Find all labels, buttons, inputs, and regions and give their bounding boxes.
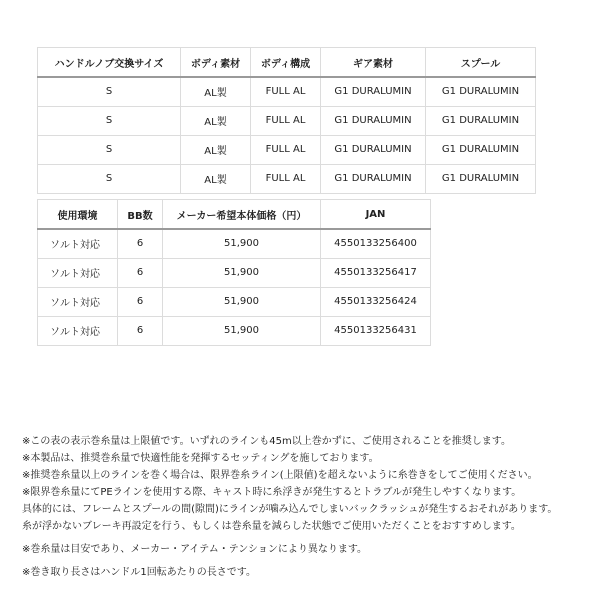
body-construction-cell: FULL AL bbox=[251, 135, 321, 164]
gear-material-cell: G1 DURALUMIN bbox=[321, 135, 426, 164]
price-header-row bbox=[38, 200, 431, 230]
note-line-recommended-setting: ※本製品は、推奨巻糸量で快適性能を発揮するセッティングを施しております。 bbox=[22, 453, 379, 464]
environment-cell: ソルト対応 bbox=[38, 229, 118, 258]
table-row bbox=[38, 229, 431, 258]
price-header-jan: JAN bbox=[321, 200, 431, 230]
note-line-over-capacity: ※推奨巻糸量以上のラインを巻く場合は、限界巻糸ライン(上限値)を超えないように糸巻きをしてご使用ください。 bbox=[22, 470, 538, 481]
table-row bbox=[38, 316, 431, 345]
note-line-backlash-detail: 具体的には、フレームとスプールの間(隙間)にラインが噛み込んでしまいバックラッシュが発生するおそれがあります。 bbox=[22, 504, 558, 515]
body-construction-cell: FULL AL bbox=[251, 106, 321, 135]
spec-header-knob-size: ハンドルノブ交換サイズ bbox=[38, 48, 181, 78]
price-header-bb-count: BB数 bbox=[118, 200, 163, 230]
bb-count-cell: 6 bbox=[118, 316, 163, 345]
note-line-upper-limit: ※この表の表示巻糸量は上限値です。いずれのラインも45m以上巻かずに、ご使用されることを推奨します。 bbox=[22, 436, 511, 447]
price-cell: 51,900 bbox=[163, 287, 321, 316]
table-row bbox=[38, 164, 536, 193]
jan-cell: 4550133256400 bbox=[321, 229, 431, 258]
price-table bbox=[37, 199, 431, 346]
body-construction-cell: FULL AL bbox=[251, 77, 321, 106]
table-row bbox=[38, 287, 431, 316]
body-material-cell: AL製 bbox=[181, 164, 251, 193]
price-header-price: メーカー希望本体価格（円） bbox=[163, 200, 321, 230]
spec-table bbox=[37, 47, 536, 194]
note-line-retrieve-length: ※巻き取り長さはハンドル1回転あたりの長さです。 bbox=[22, 567, 256, 578]
spec-header-body-construction: ボディ構成 bbox=[251, 48, 321, 78]
price-cell: 51,900 bbox=[163, 316, 321, 345]
table-row bbox=[38, 106, 536, 135]
gear-material-cell: G1 DURALUMIN bbox=[321, 106, 426, 135]
table-row bbox=[38, 258, 431, 287]
price-cell: 51,900 bbox=[163, 258, 321, 287]
table-row bbox=[38, 77, 536, 106]
bb-count-cell: 6 bbox=[118, 287, 163, 316]
spool-cell: G1 DURALUMIN bbox=[426, 77, 536, 106]
jan-cell: 4550133256424 bbox=[321, 287, 431, 316]
environment-cell: ソルト対応 bbox=[38, 287, 118, 316]
note-line-pe-line-warning: ※限界巻糸量にてPEラインを使用する際、キャスト時に糸浮きが発生するとトラブルが発生しやすくなります。 bbox=[22, 487, 522, 498]
spool-cell: G1 DURALUMIN bbox=[426, 106, 536, 135]
knob-size-cell: S bbox=[38, 164, 181, 193]
note-line-capacity-estimate: ※巻糸量は目安であり、メーカー・アイテム・テンションにより異なります。 bbox=[22, 544, 368, 555]
spool-cell: G1 DURALUMIN bbox=[426, 135, 536, 164]
environment-cell: ソルト対応 bbox=[38, 316, 118, 345]
price-header-environment: 使用環境 bbox=[38, 200, 118, 230]
table-row bbox=[38, 135, 536, 164]
knob-size-cell: S bbox=[38, 106, 181, 135]
body-material-cell: AL製 bbox=[181, 77, 251, 106]
gear-material-cell: G1 DURALUMIN bbox=[321, 164, 426, 193]
spec-header-body-material: ボディ素材 bbox=[181, 48, 251, 78]
knob-size-cell: S bbox=[38, 135, 181, 164]
gear-material-cell: G1 DURALUMIN bbox=[321, 77, 426, 106]
note-line-brake-advice: 糸が浮かないブレーキ再設定を行う、もしくは巻糸量を減らした状態でご使用いただくことをおすすめします。 bbox=[22, 521, 521, 532]
bb-count-cell: 6 bbox=[118, 258, 163, 287]
spool-cell: G1 DURALUMIN bbox=[426, 164, 536, 193]
spec-header-row bbox=[38, 48, 536, 78]
environment-cell: ソルト対応 bbox=[38, 258, 118, 287]
body-material-cell: AL製 bbox=[181, 106, 251, 135]
body-material-cell: AL製 bbox=[181, 135, 251, 164]
notes-section bbox=[22, 433, 594, 581]
jan-cell: 4550133256417 bbox=[321, 258, 431, 287]
knob-size-cell: S bbox=[38, 77, 181, 106]
spec-header-gear-material: ギア素材 bbox=[321, 48, 426, 78]
bb-count-cell: 6 bbox=[118, 229, 163, 258]
body-construction-cell: FULL AL bbox=[251, 164, 321, 193]
spec-header-spool: スプール bbox=[426, 48, 536, 78]
jan-cell: 4550133256431 bbox=[321, 316, 431, 345]
price-cell: 51,900 bbox=[163, 229, 321, 258]
